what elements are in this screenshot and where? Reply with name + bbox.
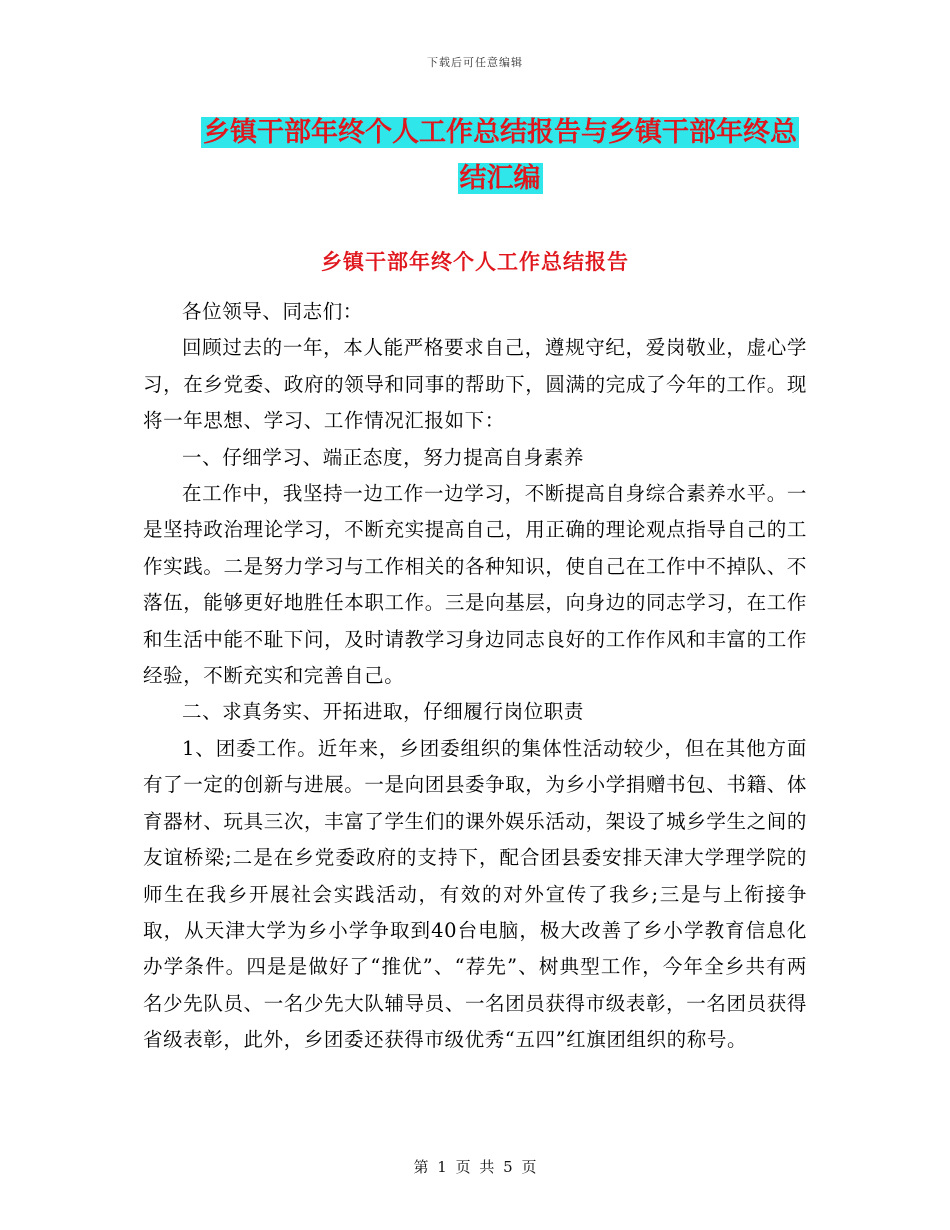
document-title-text: 乡镇干部年终个人工作总结报告与乡镇干部年终总结汇编 xyxy=(203,117,797,194)
body-paragraph: 回顾过去的一年，本人能严格要求自己，遵规守纪，爱岗敬业，虚心学习，在乡党委、政府的领导和同事的帮助下，圆满的完成了今年的工作。现将一年思想、学习、工作情况汇报如下： xyxy=(143,336,807,433)
body-paragraph: 在工作中，我坚持一边工作一边学习，不断提高自身综合素养水平。一是坚持政治理论学习，不断充实提高自己，用正确的理论观点指导自己的工作实践。二是努力学习与工作相关的各种知识，使自己在工作中不掉队、不落伍，能够更好地胜任本职工作。三是向基层，向身边的同志学习，在工作和生活中能不耻下问，及时请教学习身边同志良好的工作作风和丰富的工作经验，不断充实和完善自己。 xyxy=(143,482,807,688)
page-number-footer: 第 1 页 共 5 页 xyxy=(413,1158,537,1176)
body-paragraph: 1、团委工作。近年来，乡团委组织的集体性活动较少，但在其他方面有了一定的创新与进展。一是向团县委争取，为乡小学捐赠书包、书籍、体育器材、玩具三次，丰富了学生们的课外娱乐活动，架设了城乡学生之间的友谊桥梁;二是在乡党委政府的支持下，配合团县委安排天津大学理学院的师生在我乡开展社会实践活动，有效的对外宣传了我乡;三是与上衔接争取，从天津大学为乡小学争取到40台电脑，极大改善了乡小学教育信息化办学条件。四是是做好了“推优”、“荐先”、树典型工作，今年全乡共有两名少先队员、一名少先大队辅导员、一名团员获得市级表彰，一名团员获得省级表彰，此外，乡团委还获得市级优秀“五四”红旗团组织的称号。 xyxy=(143,736,807,1052)
document-body xyxy=(143,294,807,1059)
document-title xyxy=(190,110,810,202)
salutation: 各位领导、同志们： xyxy=(182,300,363,323)
section-heading: 一、仔细学习、端正态度，努力提高自身素养 xyxy=(182,445,585,469)
section-heading: 二、求真务实、开拓进取，仔细履行岗位职责 xyxy=(182,700,585,724)
header-note: 下载后可任意编辑 xyxy=(427,56,523,69)
document-subtitle: 乡镇干部年终个人工作总结报告 xyxy=(321,250,629,274)
